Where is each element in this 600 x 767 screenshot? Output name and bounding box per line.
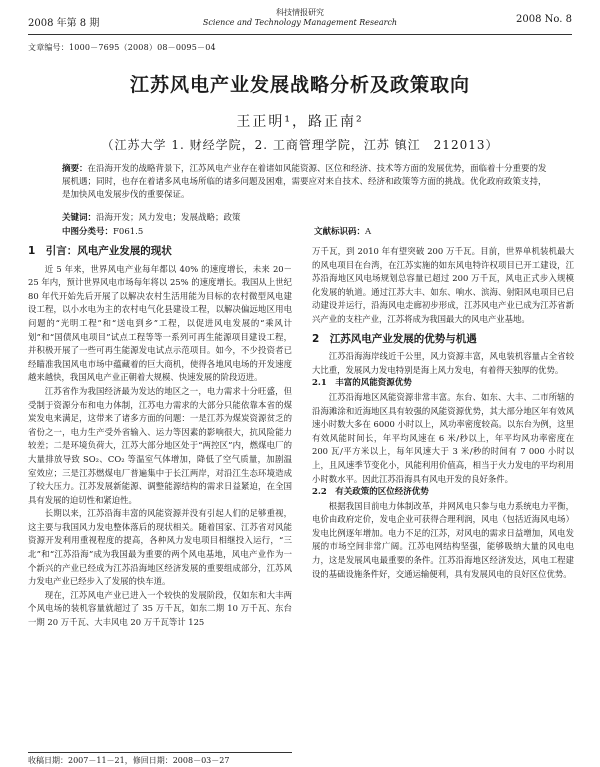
paragraph: 江苏省作为我国经济最为发达的地区之一，电力需求十分旺盛，但受制于资源分布和电力体制，江苏电力需求的大部分只能依靠本省的煤炭发电来满足，这带来了诸多方面的问题：一是江苏为煤炭资源贫乏的省份之一，电力生产受外省输入、运力等因素的影响很大，抗风险能力较差；二是环境负荷大，江苏大部分地区处于“两控区”内，燃煤电厂的大量排放导致 SO₂、CO₂ 等温室气体增加，降低了空气质量，加剧温室效应；三是江苏燃煤电厂普遍集中于长江两岸，对沿江生态环境造成了较大压力。江苏发展新能源、调整能源结构的需求日益紧迫，在全国具有发展的迫切性和紧迫性。 — [28, 385, 292, 505]
paper-title: 江苏风电产业发展战略分析及政策取向 — [129, 74, 470, 96]
abstract — [62, 163, 552, 202]
affiliation: （江苏大学 1. 财经学院，2. 工商管理学院，江苏 镇江 212013） — [101, 138, 499, 152]
right-column — [312, 245, 574, 581]
classification — [62, 225, 552, 237]
section-heading-1: 1 引言：风电产业发展的现状 — [28, 245, 172, 257]
journal-name-cn: 科技情报研究 — [276, 8, 324, 17]
abstract-text: 在沿海开发的战略背景下，江苏风电产业存在着诸如风能资源、区位和经济、技术等方面的发展优势，面临着十分重要的发展机遇；同时，也存在着诸多风电场所临的诸多问题及困难，需要应对来自技术、经济和政策等方面的挑战。优化政府政策支持，是加快风电发展步伐的重要保证。 — [62, 164, 547, 200]
paragraph: 近 5 年来，世界风电产业每年都以 40% 的速度增长，未来 20－25 年内，预计世界风电市场每年将以 25% 的速度增长。我国从上世纪 80 年代开始先后开展了以解决农村生活用能为目标的农村微型风电建设工程，以小水电为主的农村电气化县建设工程，以解决偏远地区用电问题的“光明工程”和“送电到乡”工程，以促进风电发展的“乘风计划”和“国债风电项目”试点工程等等一系列可再生能源项目建设工程，并积极开展了一些可再生能源发电试点示范项目。如今，不少投资者已经瞄准我国风电市场中蕴藏着的巨大商机，使得各地风电场的开发速度越来越快，我国风电产业正朝着大规模、快速发展的阶段迈进。 — [28, 263, 292, 383]
article-number: 文章编号：1000－7695（2008）08－0095－04 — [28, 43, 216, 52]
issue-right: 2008 No. 8 — [516, 14, 572, 25]
paragraph: 现在，江苏风电产业已进入一个较快的发展阶段，仅如东和大丰两个风电场的装机容量就超过了 35 万千瓦，如东二期 10 万千瓦、东台一期 20 万千瓦、大丰风电 20 万千瓦等计 125 — [28, 589, 292, 628]
doc-code-label: 文献标识码： — [314, 227, 366, 237]
running-header — [28, 8, 572, 35]
journal-name — [28, 8, 572, 28]
paragraph: 江苏沿海海岸线近千公里，风力资源丰富，风电装机容量占全省较大比重，发展风力发电特别是海上风力发电，有着得天独厚的优势。 — [312, 351, 574, 375]
journal-name-en: Science and Technology Management Research — [202, 18, 398, 27]
keywords — [62, 211, 552, 223]
subsection-heading-2-1: 2.1 丰富的风能资源优势 — [312, 378, 412, 389]
keywords-text: 沿海开发；风力发电；发展战略；政策 — [96, 213, 241, 223]
paragraph: 万千瓦，到 2010 年有望突破 200 万千瓦。目前，世界单机装机最大的风电项目在台湾，在江苏实施的如东风电特许权项目已开工建设，江苏沿海地区风电场规划总容量已超过 200 万千瓦，风电正式步入规模化发展的轨道。通过江苏大丰、如东、响水、滨海、射阳风电项目已启动建设并运行，沿海风电走廊初步形成，江苏风电产业已成为江苏省新兴产业的支柱产业，江苏将成为我国最大的风电产业基地。 — [312, 246, 574, 324]
abstract-label: 摘要： — [62, 164, 88, 174]
paragraph: 长期以来，江苏沿海丰富的风能资源并没有引起人们的足够重视，这主要与我国风力发电整体落后的现状相关。随着国家、江苏省对风能资源开发利用重视程度的提高，各种风力发电项目相继投入运行，“三北”和“江苏沿海”成为我国最为重要的两个风电基地，风电产业作为一个新兴的产业已经成为江苏沿海地区经济发展的重要组成部分，江苏风力发电产业已经步入了发展的快车道。 — [28, 508, 292, 587]
authors: 王正明¹，路正南² — [236, 114, 364, 130]
subsection-heading-2-2: 2.2 有关政策的区位经济优势 — [312, 487, 429, 498]
left-column — [28, 245, 292, 630]
received-date-footnote: 收稿日期：2007－11－21，修回日期：2008－03－27 — [28, 752, 292, 766]
doc-code-value: A — [365, 227, 372, 237]
section-heading-2: 2 江苏风电产业发展的优势与机遇 — [312, 332, 477, 345]
paragraph: 根据我国目前电力体制改革，并网风电只参与电力系统电力平衡，电价由政府定价，发电企业可获得合理利润，风电（包括近海风电场）发电比例逐年增加。电力不足的江苏，对风电的需求日益增加，风电发展的市场空间非常广阔。江苏电网结构坚强，能够吸纳大量的风电电力，这是发展风电最重要的条件。江苏沿海地区经济发达，风电工程建设的基础设施条件好，交通运输便利，具有发展风电的良好区位优势。 — [312, 500, 574, 579]
clc-value: F061.5 — [113, 227, 144, 237]
clc-label: 中图分类号： — [62, 227, 114, 237]
issue-left: 2008 年第 8 期 — [28, 18, 100, 29]
keywords-label: 关键词： — [62, 213, 97, 223]
paragraph: 江苏沿海地区风能资源非常丰富。东台、如东、大丰、二市所辖的沿海滩涂和近海地区具有较强的风能资源优势，其大部分地区年有效风速小时数大多在 6000 小时以上，风功率密度较高。以东台为例，这里有效风能时间长，年平均风速在 6 米/秒以上，年平均风功率密度在 200 瓦/平方米以上，每年风速大于 3 米/秒的时间有 7 000 小时以上，且风速季节变化小，风能利用价值高，相当于火力发电的平均利用小时数水平。因此江苏沿海具有风电开发的良好条件。 — [312, 391, 574, 484]
